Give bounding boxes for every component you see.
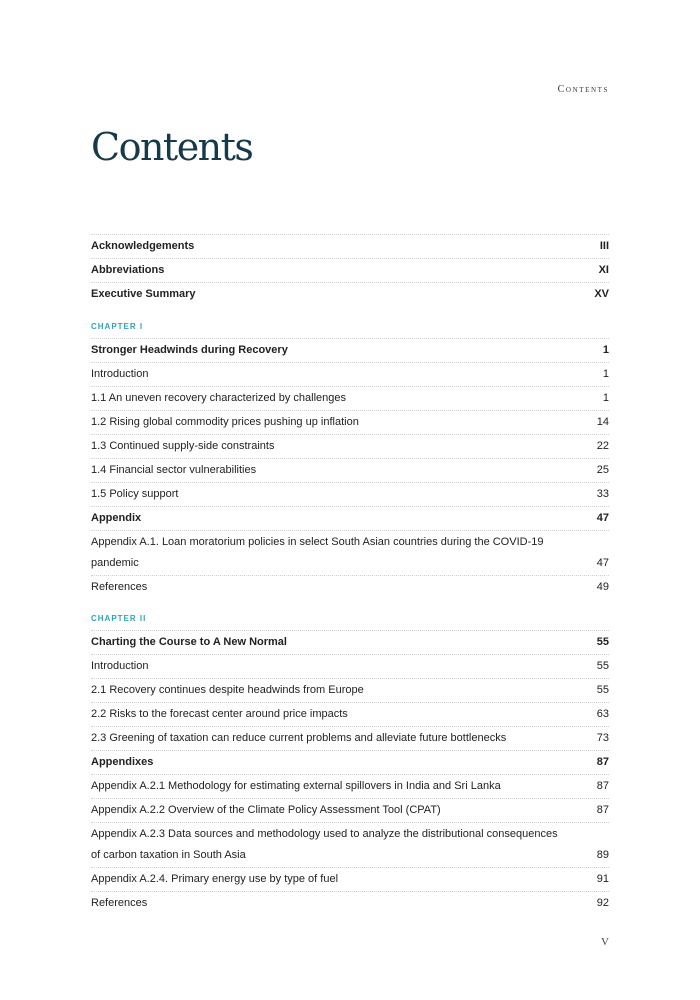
toc-entry-label: Appendix A.2.1 Methodology for estimating external spillovers in India and Sri Lanka	[91, 780, 501, 792]
toc-front-matter	[91, 234, 609, 306]
chapter-label: CHAPTER II	[91, 614, 147, 623]
chapter-label: CHAPTER I	[91, 322, 144, 331]
toc-entry[interactable]	[91, 678, 609, 702]
toc-entry-page: 14	[596, 416, 609, 428]
toc-entry-appendix[interactable]	[91, 506, 609, 530]
toc-entry-page: 91	[596, 873, 609, 885]
toc-entry-page: 1	[602, 392, 609, 404]
toc-entry[interactable]	[91, 530, 609, 575]
toc-entry-references[interactable]	[91, 575, 609, 599]
toc-entry-label: Appendix A.2.2 Overview of the Climate Policy Assessment Tool (CPAT)	[91, 804, 441, 816]
running-head: Contents	[557, 84, 609, 95]
toc-entry-label: Appendix A.2.4. Primary energy use by type of fuel	[91, 873, 339, 885]
toc-entry[interactable]	[91, 867, 609, 891]
toc-entry[interactable]	[91, 458, 609, 482]
toc-entry[interactable]	[91, 774, 609, 798]
toc-entry-page: 87	[596, 780, 609, 792]
toc-entry[interactable]	[91, 798, 609, 822]
toc-entry-label: 1.5 Policy support	[91, 488, 179, 500]
toc-entry-page: 87	[596, 804, 609, 816]
toc-entry-label: 1.3 Continued supply-side constraints	[91, 440, 275, 452]
toc-entry-abbreviations[interactable]	[91, 258, 609, 282]
toc-entry-label: References	[91, 897, 148, 909]
toc-entry[interactable]	[91, 822, 609, 867]
toc-entry[interactable]	[91, 726, 609, 750]
toc-chapter-1	[91, 321, 609, 599]
toc-entry-label: 2.2 Risks to the forecast center around price impacts	[91, 708, 348, 720]
toc-entry-page: 89	[596, 849, 609, 861]
toc-entry-page: 47	[596, 512, 609, 524]
toc-entry-page: 73	[596, 732, 609, 744]
toc-entry[interactable]	[91, 702, 609, 726]
toc-entry-chapter-title[interactable]	[91, 338, 609, 362]
toc-entry-chapter-title[interactable]	[91, 630, 609, 654]
toc-entry-references[interactable]	[91, 891, 609, 915]
page-title: Contents	[91, 125, 253, 169]
toc-entry-page: 92	[596, 897, 609, 909]
toc-entry-page: 87	[596, 756, 609, 768]
toc-entry-label: 1.1 An uneven recovery characterized by challenges	[91, 392, 346, 404]
toc-entry-executive-summary[interactable]	[91, 282, 609, 306]
toc-entry-page: 25	[596, 464, 609, 476]
toc-entry-label: 2.1 Recovery continues despite headwinds from Europe	[91, 684, 364, 696]
toc-entry-label: Introduction	[91, 368, 149, 380]
toc-entry-label: Appendix	[91, 512, 142, 524]
toc-entry-label: 1.2 Rising global commodity prices pushing up inflation	[91, 416, 359, 428]
toc-entry-page: 49	[596, 581, 609, 593]
toc-entry-appendixes[interactable]	[91, 750, 609, 774]
toc-entry-label: Appendixes	[91, 756, 154, 768]
toc-entry-acknowledgements[interactable]	[91, 234, 609, 258]
toc-chapter-2	[91, 613, 609, 915]
toc-entry-page: 1	[602, 344, 609, 356]
toc-entry-label: Introduction	[91, 660, 149, 672]
toc-entry[interactable]	[91, 482, 609, 506]
toc-entry-page: 63	[596, 708, 609, 720]
toc-entry-label: 1.4 Financial sector vulnerabilities	[91, 464, 257, 476]
toc-entry-label: Charting the Course to A New Normal	[91, 636, 287, 648]
toc-entry[interactable]	[91, 654, 609, 678]
toc-entry-page: XV	[594, 288, 609, 300]
toc-entry-page: 33	[596, 488, 609, 500]
toc-entry-page: 1	[602, 368, 609, 380]
toc-entry-page: XI	[598, 264, 609, 276]
toc-entry-page: 47	[596, 557, 609, 569]
toc-entry[interactable]	[91, 410, 609, 434]
toc-entry-page: 22	[596, 440, 609, 452]
toc-entry-label: Appendix A.2.3 Data sources and methodology used to analyze the distributional consequences of carbon taxation in South Asia	[91, 828, 558, 861]
toc-entry-label: Executive Summary	[91, 288, 196, 300]
toc-entry-label: References	[91, 581, 148, 593]
toc-entry-page: III	[599, 240, 609, 252]
toc-entry[interactable]	[91, 362, 609, 386]
toc-entry[interactable]	[91, 434, 609, 458]
toc-entry-page: 55	[596, 636, 609, 648]
page-number: V	[601, 936, 609, 948]
toc-entry-label: Acknowledgements	[91, 240, 195, 252]
toc-entry[interactable]	[91, 386, 609, 410]
toc-entry-page: 55	[596, 684, 609, 696]
toc-entry-label: Stronger Headwinds during Recovery	[91, 344, 288, 356]
toc-entry-label: Appendix A.1. Loan moratorium policies in select South Asian countries during the COVID-19 pandemic	[91, 536, 544, 569]
toc-entry-label: Abbreviations	[91, 264, 165, 276]
toc-entry-page: 55	[596, 660, 609, 672]
toc-entry-label: 2.3 Greening of taxation can reduce current problems and alleviate future bottlenecks	[91, 732, 507, 744]
